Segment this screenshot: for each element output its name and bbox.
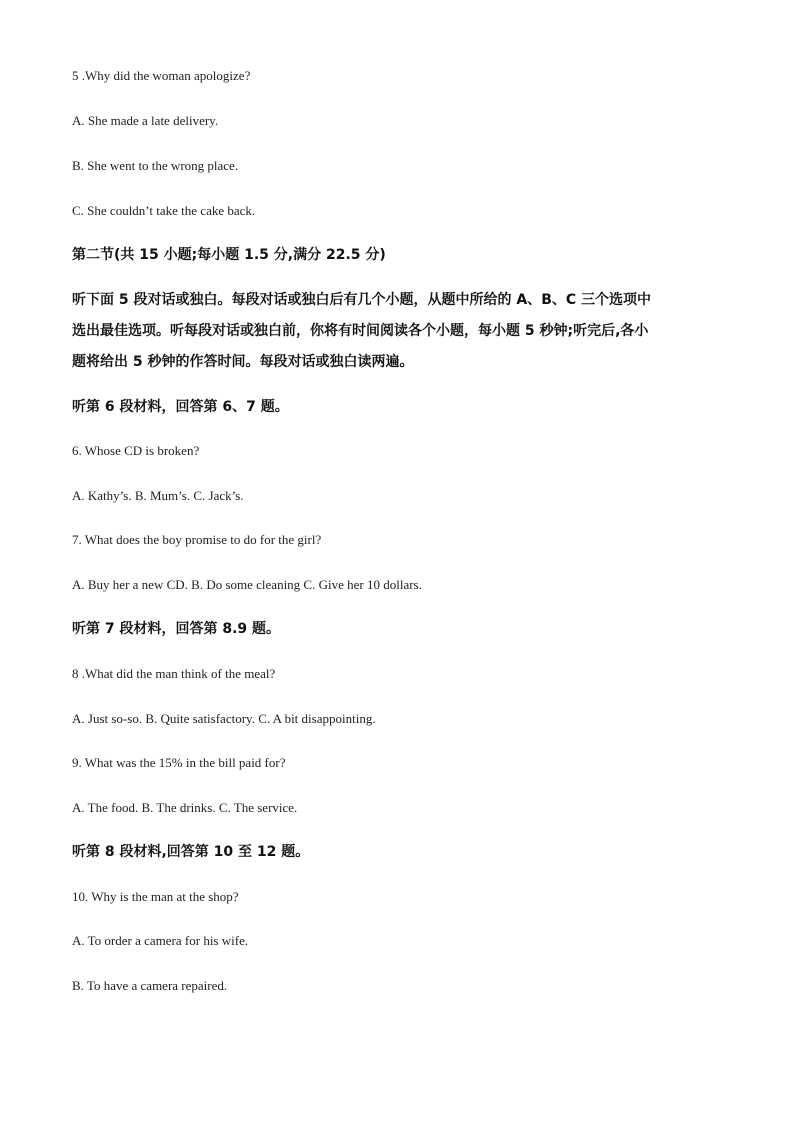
question-10-option-a: A. To order a camera for his wife. [72,933,249,948]
question-7-text: 7. What does the boy promise to do for the girl? [72,532,322,547]
question-7-options: A. Buy her a new CD. B. Do some cleaning C. Give her 10 dollars. [72,577,422,592]
question-5-option-a: A. She made a late delivery. [72,113,219,128]
question-8-text: 8 .What did the man think of the meal? [72,666,276,681]
question-10-option-b: B. To have a camera repaired. [72,978,228,993]
question-9-options: A. The food. B. The drinks. C. The service. [72,800,298,815]
question-5-text: 5 .Why did the woman apologize? [72,68,251,83]
passage-7-heading: 听第 7 段材料，回答第 8.9 题。 [72,621,281,637]
question-5-option-c: C. She couldn’t take the cake back. [72,203,256,218]
question-6-options: A. Kathy’s. B. Mum’s. C. Jack’s. [72,488,244,503]
section-2-instructions-line-2: 选出最佳选项。听每段对话或独白前，你将有时间阅读各个小题，每小题 5 秒钟;听完后,各小 [72,323,649,339]
question-10-text: 10. Why is the man at the shop? [72,889,239,904]
question-8-options: A. Just so-so. B. Quite satisfactory. C. A bit disappointing. [72,711,376,726]
section-2-instructions-line-3: 题将给出 5 秒钟的作答时间。每段对话或独白读两遍。 [72,354,414,370]
section-2-instructions-line-1: 听下面 5 段对话或独白。每段对话或独白后有几个小题，从题中所给的 A、B、C 三个选项中 [72,292,652,308]
question-5-option-b: B. She went to the wrong place. [72,158,239,173]
section-2-heading: 第二节(共 15 小题;每小题 1.5 分,满分 22.5 分) [72,247,386,263]
passage-8-heading: 听第 8 段材料,回答第 10 至 12 题。 [72,844,310,860]
question-9-text: 9. What was the 15% in the bill paid for? [72,755,286,770]
passage-6-heading: 听第 6 段材料，回答第 6、7 题。 [72,399,289,415]
question-6-text: 6. Whose CD is broken? [72,443,200,458]
